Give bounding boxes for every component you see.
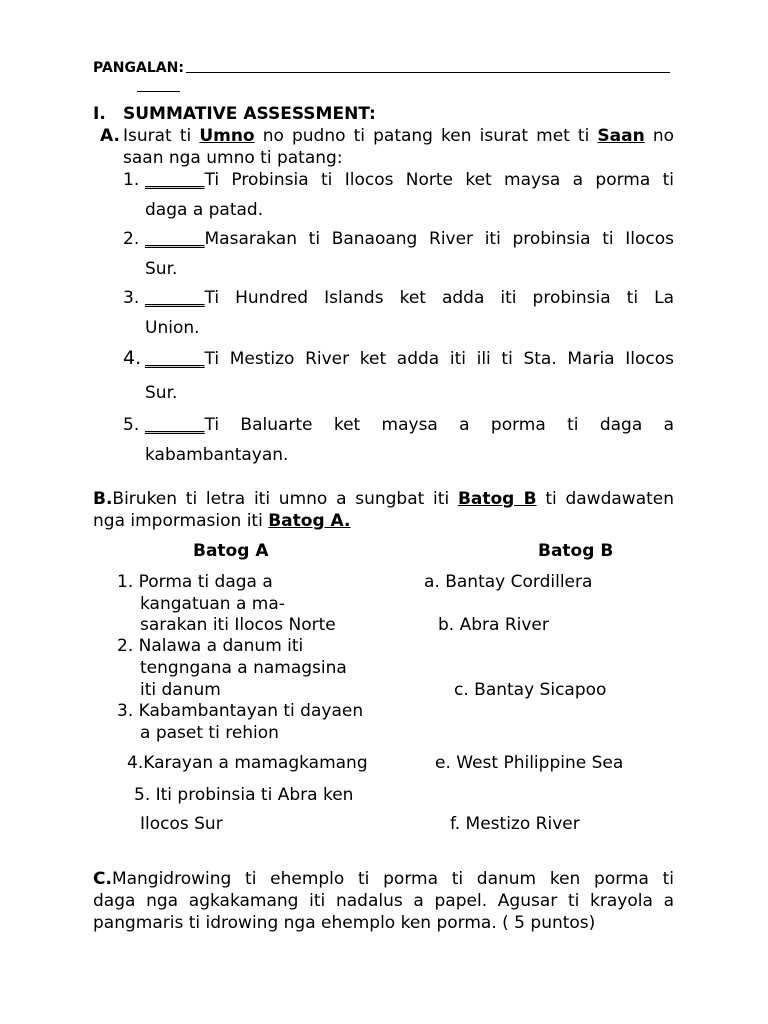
column-a-line: 2. Nalawa a danum iti — [117, 636, 304, 656]
column-a-line: 1. Porma ti daga a — [117, 572, 273, 592]
answer-blank[interactable]: _______ — [145, 415, 205, 435]
column-a-line: tengngana a namagsina — [140, 658, 347, 678]
part-b-intro-line2: nga impormasion iti Batog A. — [93, 511, 351, 531]
part-a-letter: A. — [100, 126, 120, 146]
batog-a-keyword: Batog A. — [268, 511, 351, 531]
column-b-option: b. Abra River — [438, 615, 549, 635]
column-a-line: kangatuan a ma- — [140, 594, 285, 614]
column-a-line: Ilocos Sur — [140, 814, 223, 834]
batog-b-keyword: Batog B — [457, 489, 537, 509]
column-b-option: f. Mestizo River — [450, 814, 580, 834]
answer-blank[interactable]: _______ — [145, 288, 205, 308]
column-a-line: 4.Karayan a mamagkamang — [127, 753, 368, 773]
name-blank-line[interactable] — [186, 72, 670, 73]
column-b-option: a. Bantay Cordillera — [424, 572, 593, 592]
answer-blank[interactable]: _______ — [145, 170, 205, 190]
column-a-line: a paset ti rehion — [140, 723, 279, 743]
part-b-intro: B.Biruken ti letra iti umno a sungbat iti Batog B ti dawdawaten — [93, 489, 675, 509]
column-a-line: sarakan iti Ilocos Norte — [140, 615, 336, 635]
part-c-line3: pangmaris ti idrowing nga ehemplo ken porma. ( 5 puntos) — [93, 913, 596, 933]
part-a-intro: Isurat ti Umno no pudno ti patang ken isurat met ti Saan no — [123, 126, 674, 146]
column-a-header: Batog A — [193, 541, 269, 561]
part-c-line1: C.Mangidrowing ti ehemplo ti porma ti danum ken porma ti — [93, 869, 674, 889]
section-title: SUMMATIVE ASSESSMENT: — [123, 104, 376, 124]
worksheet-page: PANGALAN: I. SUMMATIVE ASSESSMENT: A. Isurat ti Umno no pudno ti patang ken isurat met ti Saan no saan nga umno ti patang: 1. _______Ti Probinsia ti Ilocos Norte ket maysa a porma ti daga a patad. 2. _______Masarakan ti Banaoang River iti probinsia ti Ilocos Sur. 3. _______Ti Hundred Islands ket adda iti probinsia ti La Union. 4. _______Ti Mestizo River ket adda iti ili ti Sta. Maria Ilocos Sur. 5. _______Ti Baluarte ket maysa a porma ti daga a kabambantayan. B.Biruken ti letra iti umno a sungbat iti Batog B ti dawdawaten nga impormasion iti Batog A. Batog A Batog B 1. Porma ti daga a kangatuan a ma- sarakan iti Ilocos Norte 2. Nalawa a danum iti tengngana a namagsina iti danum 3. Kabambantayan ti dayaen a paset ti rehion 4.Karayan a mamagkamang 5. Iti probinsia ti Abra ken Ilocos Sur a. Bantay Cordillera b. Abra River c. Bantay Sicapoo e. West Philippine Sea f. Mestizo River C.Mangidrowing ti ehemplo ti porma ti danum ken porma ti daga nga agkakamang iti nadalus a papel. Agusar ti krayola a pangmaris ti idrowing nga ehemplo ken porma. ( 5 puntos) — [93, 60, 675, 933]
part-a-intro-line2: saan nga umno ti patang: — [123, 148, 343, 168]
part-c-letter: C. — [93, 869, 112, 889]
column-b-option: e. West Philippine Sea — [435, 753, 624, 773]
section-numeral: I. — [93, 104, 106, 124]
name-blank-line-continued — [137, 91, 180, 92]
column-b-header: Batog B — [538, 541, 614, 561]
column-a-line: 5. Iti probinsia ti Abra ken — [134, 785, 354, 805]
part-b-letter: B. — [93, 489, 113, 509]
column-b-option: c. Bantay Sicapoo — [454, 680, 607, 700]
saan-keyword: Saan — [597, 126, 645, 146]
name-label: PANGALAN: — [93, 60, 184, 76]
answer-blank[interactable]: _______ — [145, 229, 205, 249]
umno-keyword: Umno — [199, 126, 255, 146]
column-a-line: iti danum — [140, 680, 221, 700]
answer-blank[interactable]: _______ — [145, 349, 205, 369]
part-c-line2: daga nga agkakamang iti nadalus a papel. Agusar ti krayola a — [93, 891, 674, 911]
column-a-line: 3. Kabambantayan ti dayaen — [117, 701, 364, 721]
